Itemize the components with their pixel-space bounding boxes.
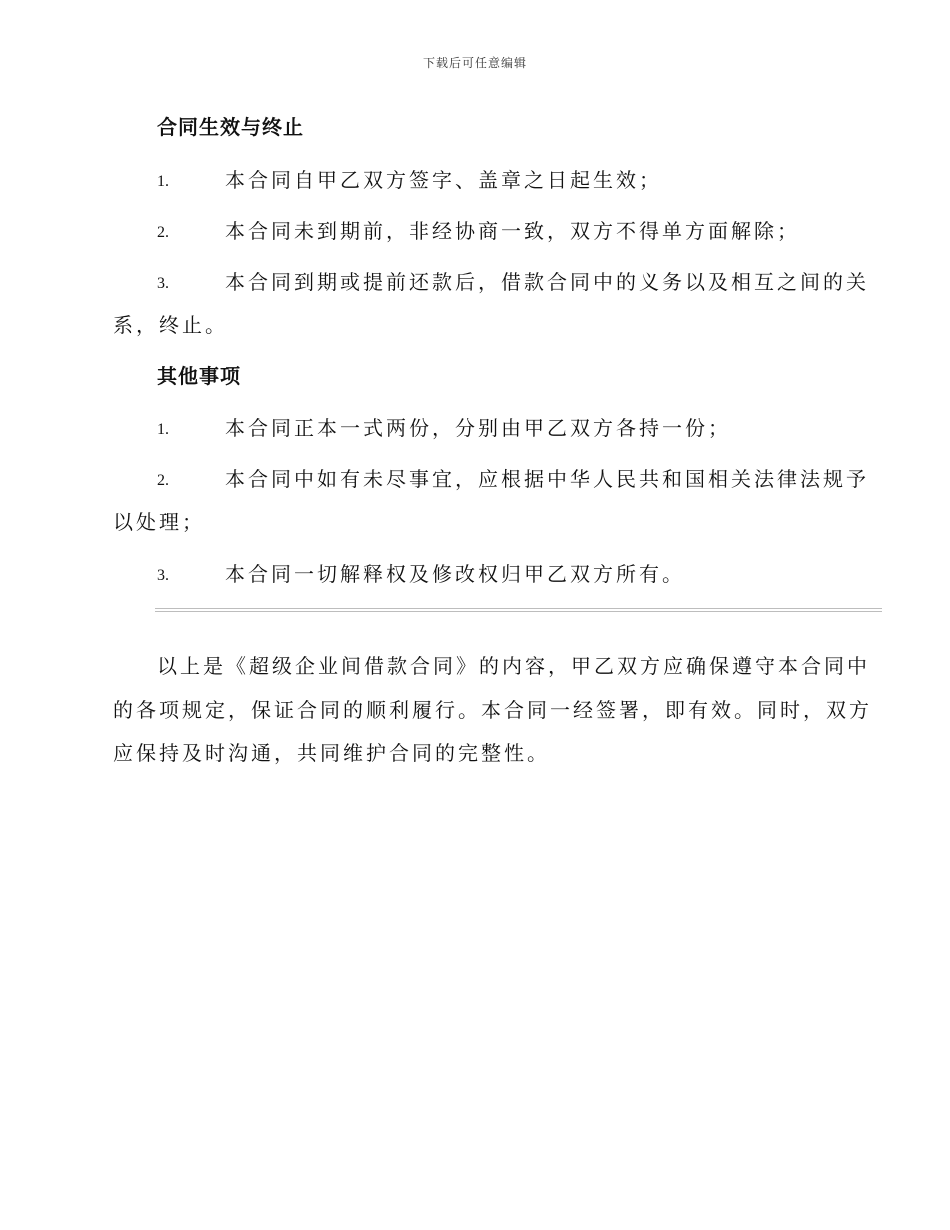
- item-text: 本合同中如有未尽事宜，应根据中华人民共和国相关法律法规予: [225, 467, 869, 491]
- item-text: 本合同正本一式两份，分别由甲乙双方各持一份；: [225, 416, 731, 440]
- item-number: 1.: [157, 421, 169, 438]
- section-heading-effect-termination: 合同生效与终止: [157, 115, 304, 139]
- page-header-note: 下载后可任意编辑: [422, 56, 527, 70]
- closing-paragraph-line: 的各项规定，保证合同的顺利履行。本合同一经签署，即有效。同时，双方: [113, 698, 872, 722]
- closing-paragraph-line: 以上是《超级企业间借款合同》的内容，甲乙双方应确保遵守本合同中: [157, 654, 870, 678]
- item-text: 本合同一切解释权及修改权归甲乙双方所有。: [225, 562, 685, 586]
- closing-paragraph-line: 应保持及时沟通，共同维护合同的完整性。: [113, 741, 550, 765]
- section-heading-other-matters: 其他事项: [157, 364, 241, 388]
- item-number: 1.: [157, 173, 169, 190]
- item-number: 3.: [157, 567, 169, 584]
- item-text: 本合同未到期前，非经协商一致，双方不得单方面解除；: [225, 219, 800, 243]
- item-text-continuation: 以处理；: [113, 510, 205, 534]
- item-number: 2.: [157, 472, 169, 489]
- item-text: 本合同到期或提前还款后，借款合同中的义务以及相互之间的关: [225, 270, 869, 294]
- item-number: 3.: [157, 275, 169, 292]
- section-divider: [155, 608, 882, 612]
- item-text-continuation: 系，终止。: [113, 313, 228, 337]
- item-text: 本合同自甲乙双方签字、盖章之日起生效；: [225, 168, 662, 192]
- item-number: 2.: [157, 224, 169, 241]
